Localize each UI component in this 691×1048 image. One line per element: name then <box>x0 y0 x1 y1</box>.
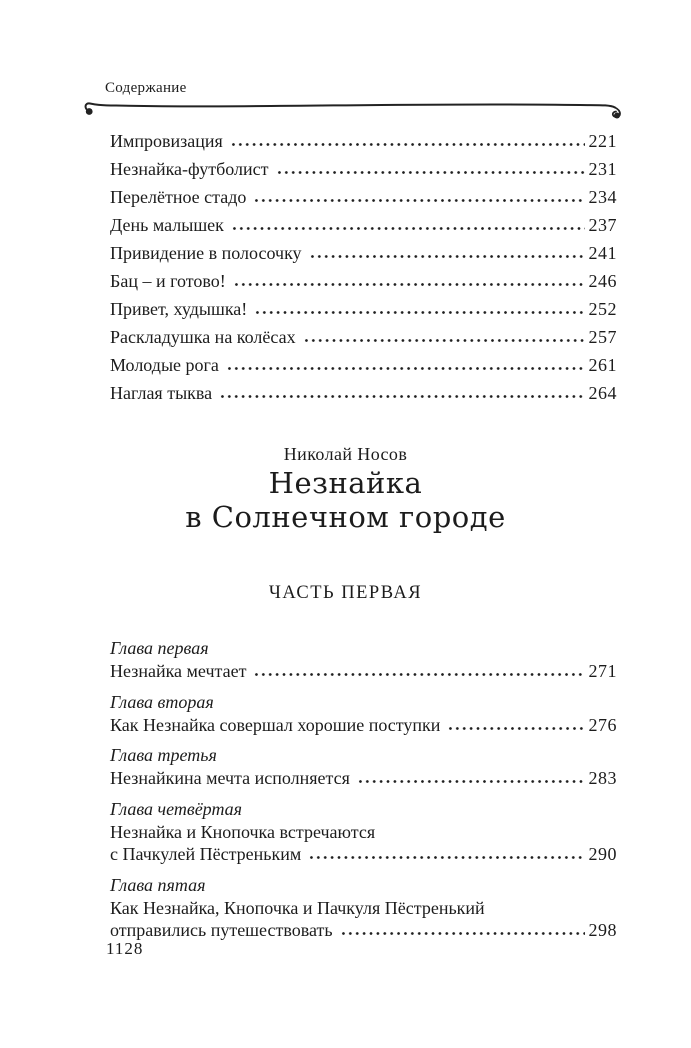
page-folio: 1128 <box>106 939 144 958</box>
toc-entry-page: 237 <box>588 215 617 235</box>
toc-entry <box>110 267 617 295</box>
toc-entry-title: Привет, худышка! <box>110 299 248 319</box>
chapter-page: 298 <box>588 920 617 940</box>
book-title-line-1: Незнайка <box>268 466 423 500</box>
chapters-toc <box>110 637 617 942</box>
chapter-title-row <box>110 919 617 942</box>
chapter-entry <box>110 744 617 790</box>
toc-entry-page: 257 <box>588 327 617 347</box>
dot-leader <box>308 855 584 860</box>
book-title-block <box>92 443 599 534</box>
dot-leader <box>340 931 585 936</box>
toc-entry <box>110 183 617 211</box>
book-title-line-2: в Солнечном городе <box>185 500 506 534</box>
chapter-title-row <box>110 843 617 866</box>
dot-leader <box>253 672 584 677</box>
chapter-heading: Глава третья <box>110 745 217 765</box>
header-flourish-rule <box>82 94 634 124</box>
chapter-heading: Глава вторая <box>110 691 214 712</box>
dot-leader <box>357 779 585 784</box>
toc-entry <box>110 351 617 379</box>
chapter-heading: Глава первая <box>110 638 209 658</box>
dot-leader <box>254 310 584 315</box>
toc-entry-title: День малышек <box>110 215 224 235</box>
dot-leader <box>230 142 585 147</box>
toc-entry-title: Раскладушка на колёсах <box>110 327 296 347</box>
chapter-entry <box>110 637 617 683</box>
chapter-page: 283 <box>588 768 617 788</box>
toc-entry <box>110 379 617 407</box>
chapter-title: Незнайкина мечта исполняется <box>110 768 350 788</box>
chapter-entry <box>110 798 617 866</box>
dot-leader <box>303 338 585 343</box>
chapter-title-row <box>110 767 617 790</box>
toc-entry <box>110 295 617 323</box>
toc-entry-title: Привидение в полосочку <box>110 243 302 263</box>
chapter-title-line-1: Незнайка и Кнопочка встречаются <box>110 821 376 842</box>
toc-entry <box>110 211 617 239</box>
chapter-title-row <box>110 660 617 683</box>
dot-leader <box>226 366 585 371</box>
toc-entry <box>110 239 617 267</box>
dot-leader <box>447 726 584 731</box>
toc-entry-title: Импровизация <box>110 131 223 151</box>
chapter-entry <box>110 691 617 737</box>
chapter-title-line-1: Как Незнайка, Кнопочка и Пачкуля Пёстренький <box>110 897 485 918</box>
chapter-title-row <box>110 714 617 737</box>
dot-leader <box>309 254 585 259</box>
book-author: Николай Носов <box>283 444 408 464</box>
toc-entry-page: 221 <box>588 131 617 151</box>
toc-entry-page: 234 <box>588 187 617 207</box>
chapter-title-line-2: отправились путешествовать <box>110 920 333 940</box>
toc-entry <box>110 155 617 183</box>
part-heading: ЧАСТЬ ПЕРВАЯ <box>268 583 423 603</box>
toc-entry <box>110 127 617 155</box>
toc-entry-page: 264 <box>588 383 617 403</box>
toc-entry-page: 261 <box>588 355 617 375</box>
toc-entry-title: Бац – и готово! <box>110 271 226 291</box>
toc-entry-title: Незнайка-футболист <box>110 159 269 179</box>
toc-entry-page: 231 <box>588 159 617 179</box>
stories-toc <box>110 127 617 407</box>
chapter-entry <box>110 874 617 942</box>
toc-entry-page: 252 <box>588 299 617 319</box>
toc-entry-title: Молодые рога <box>110 355 219 375</box>
dot-leader <box>231 226 585 231</box>
chapter-title: Незнайка мечтает <box>110 661 247 681</box>
chapter-page: 290 <box>588 844 617 864</box>
toc-entry-page: 246 <box>588 271 617 291</box>
running-title: Содержание <box>105 80 187 96</box>
toc-entry <box>110 323 617 351</box>
toc-entry-title: Наглая тыква <box>110 383 213 403</box>
dot-leader <box>253 198 584 203</box>
dot-leader <box>233 282 585 287</box>
chapter-title: Как Незнайка совершал хорошие поступки <box>110 714 441 735</box>
dot-leader <box>276 170 585 175</box>
chapter-heading: Глава четвёртая <box>110 798 243 819</box>
toc-entry-page: 241 <box>588 243 617 263</box>
chapter-heading: Глава пятая <box>110 874 206 895</box>
toc-entry-title: Перелётное стадо <box>110 187 247 207</box>
chapter-title-line-2: с Пачкулей Пёстреньким <box>110 844 302 864</box>
dot-leader <box>219 394 584 399</box>
chapter-page: 271 <box>588 661 617 681</box>
chapter-page: 276 <box>588 714 617 735</box>
